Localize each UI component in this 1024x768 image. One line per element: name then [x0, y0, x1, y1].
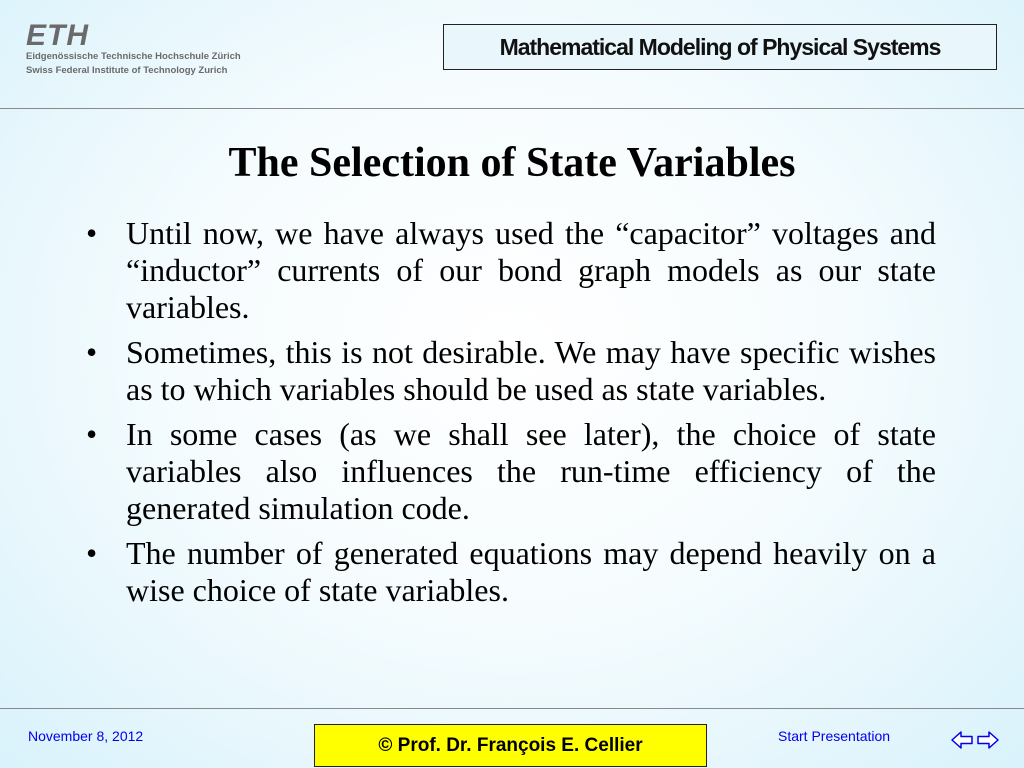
slide-navigation [950, 728, 1000, 752]
arrow-left-icon[interactable] [950, 728, 974, 752]
bullet-marker: • [86, 215, 98, 251]
bullet-marker: • [86, 535, 98, 571]
bullet-text: The number of generated equations may depend heavily on a wise choice of state variables. [126, 535, 936, 608]
eth-logo-line-german: Eidgenössische Technische Hochschule Zürich [26, 51, 241, 62]
copyright-box [314, 724, 707, 767]
footer-divider [0, 708, 1024, 709]
bullet-text: Sometimes, this is not desirable. We may have specific wishes as to which variables should be used as state variables. [126, 334, 936, 407]
bullet-item [84, 334, 936, 408]
header-divider [0, 108, 1024, 109]
eth-logo-mark: ETH [26, 19, 89, 52]
eth-logo [26, 19, 266, 78]
course-title-box [443, 24, 997, 70]
eth-logo-line-english: Swiss Federal Institute of Technology Zurich [26, 65, 228, 76]
bullet-marker: • [86, 416, 98, 452]
footer-date: November 8, 2012 [28, 728, 144, 744]
arrow-right-icon[interactable] [976, 728, 1000, 752]
bullet-list [84, 215, 936, 617]
bullet-item [84, 416, 936, 527]
bullet-marker: • [86, 334, 98, 370]
bullet-text: Until now, we have always used the “capacitor” voltages and “inductor” currents of our bond graph models as our state variables. [126, 215, 936, 325]
copyright-text: © Prof. Dr. François E. Cellier [378, 734, 643, 756]
bullet-item [84, 535, 936, 609]
bullet-item [84, 215, 936, 326]
slide-title: The Selection of State Variables [228, 140, 796, 186]
bullet-text: In some cases (as we shall see later), the choice of state variables also influences the run-time efficiency of the generated simulation code. [126, 416, 936, 526]
start-presentation-link[interactable]: Start Presentation [778, 728, 891, 744]
course-title: Mathematical Modeling of Physical Systems [499, 33, 941, 60]
